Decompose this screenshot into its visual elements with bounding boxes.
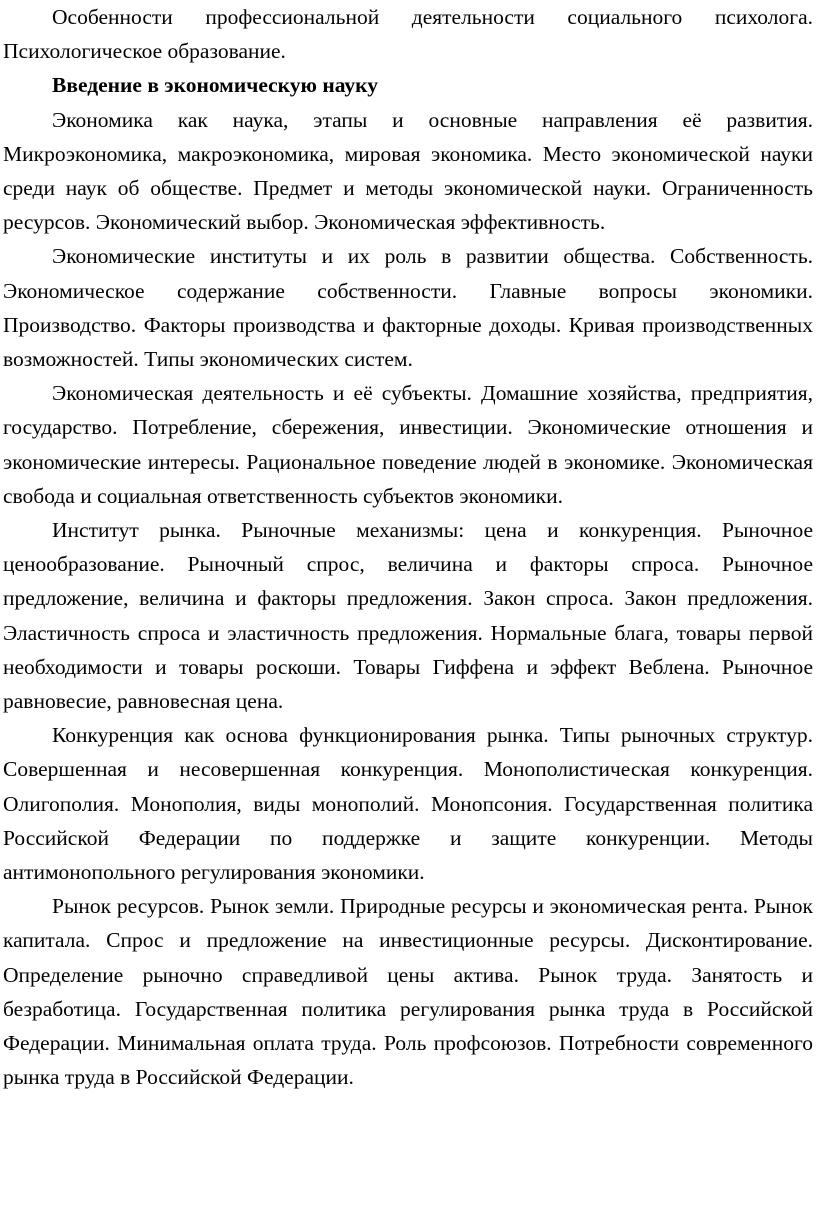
- paragraph-economic-institutions: Экономические институты и их роль в развитии общества. Собственность. Экономическое содержание собственности. Главные вопросы экономики. Производство. Факторы производства и факторные доходы. Кривая производственных возможностей. Типы экономических систем.: [3, 244, 813, 372]
- paragraph-competition: Конкуренция как основа функционирования рынка. Типы рыночных структур. Совершенная и несовершенная конкуренция. Монополистическая конкуренция. Олигополия. Монополия, виды монополий. Монопсония. Государственная политика Российской Федерации по поддержке и защите конкуренции. Методы антимонопольного регулирования экономики.: [3, 723, 813, 885]
- paragraph-economic-activity: Экономическая деятельность и её субъекты. Домашние хозяйства, предприятия, государство. Потребление, сбережения, инвестиции. Экономические отношения и экономические интересы. Рациональное поведение людей в экономике. Экономическая свобода и социальная ответственность субъектов экономики.: [3, 381, 813, 508]
- section-heading: Введение в экономическую науку: [52, 73, 378, 98]
- intro-paragraph: Особенности профессиональной деятельности социального психолога. Психологическое образование.: [3, 5, 813, 64]
- paragraph-economics-as-science: Экономика как наука, этапы и основные направления её развития. Микроэкономика, макроэкономика, мировая экономика. Место экономической науки среди наук об обществе. Предмет и методы экономической науки. Ограниченность ресурсов. Экономический выбор. Экономическая эффективность.: [3, 107, 813, 235]
- paragraph-resource-market: Рынок ресурсов. Рынок земли. Природные ресурсы и экономическая рента. Рынок капитала. Спрос и предложение на инвестиционные ресурсы. Дисконтирование. Определение рыночно справедливой цены актива. Рынок труда. Занятость и безработица. Государственная политика регулирования рынка труда в Российской Федерации. Минимальная оплата труда. Роль профсоюзов. Потребности современного рынка труда в Российской Федерации.: [3, 894, 813, 1090]
- paragraph-market-institution: Институт рынка. Рыночные механизмы: цена и конкуренция. Рыночное ценообразование. Рыночный спрос, величина и факторы спроса. Рыночное предложение, величина и факторы предложения. Закон спроса. Закон предложения. Эластичность спроса и эластичность предложения. Нормальные блага, товары первой необходимости и товары роскоши. Товары Гиффена и эффект Веблена. Рыночное равновесие, равновесная цена.: [3, 518, 813, 714]
